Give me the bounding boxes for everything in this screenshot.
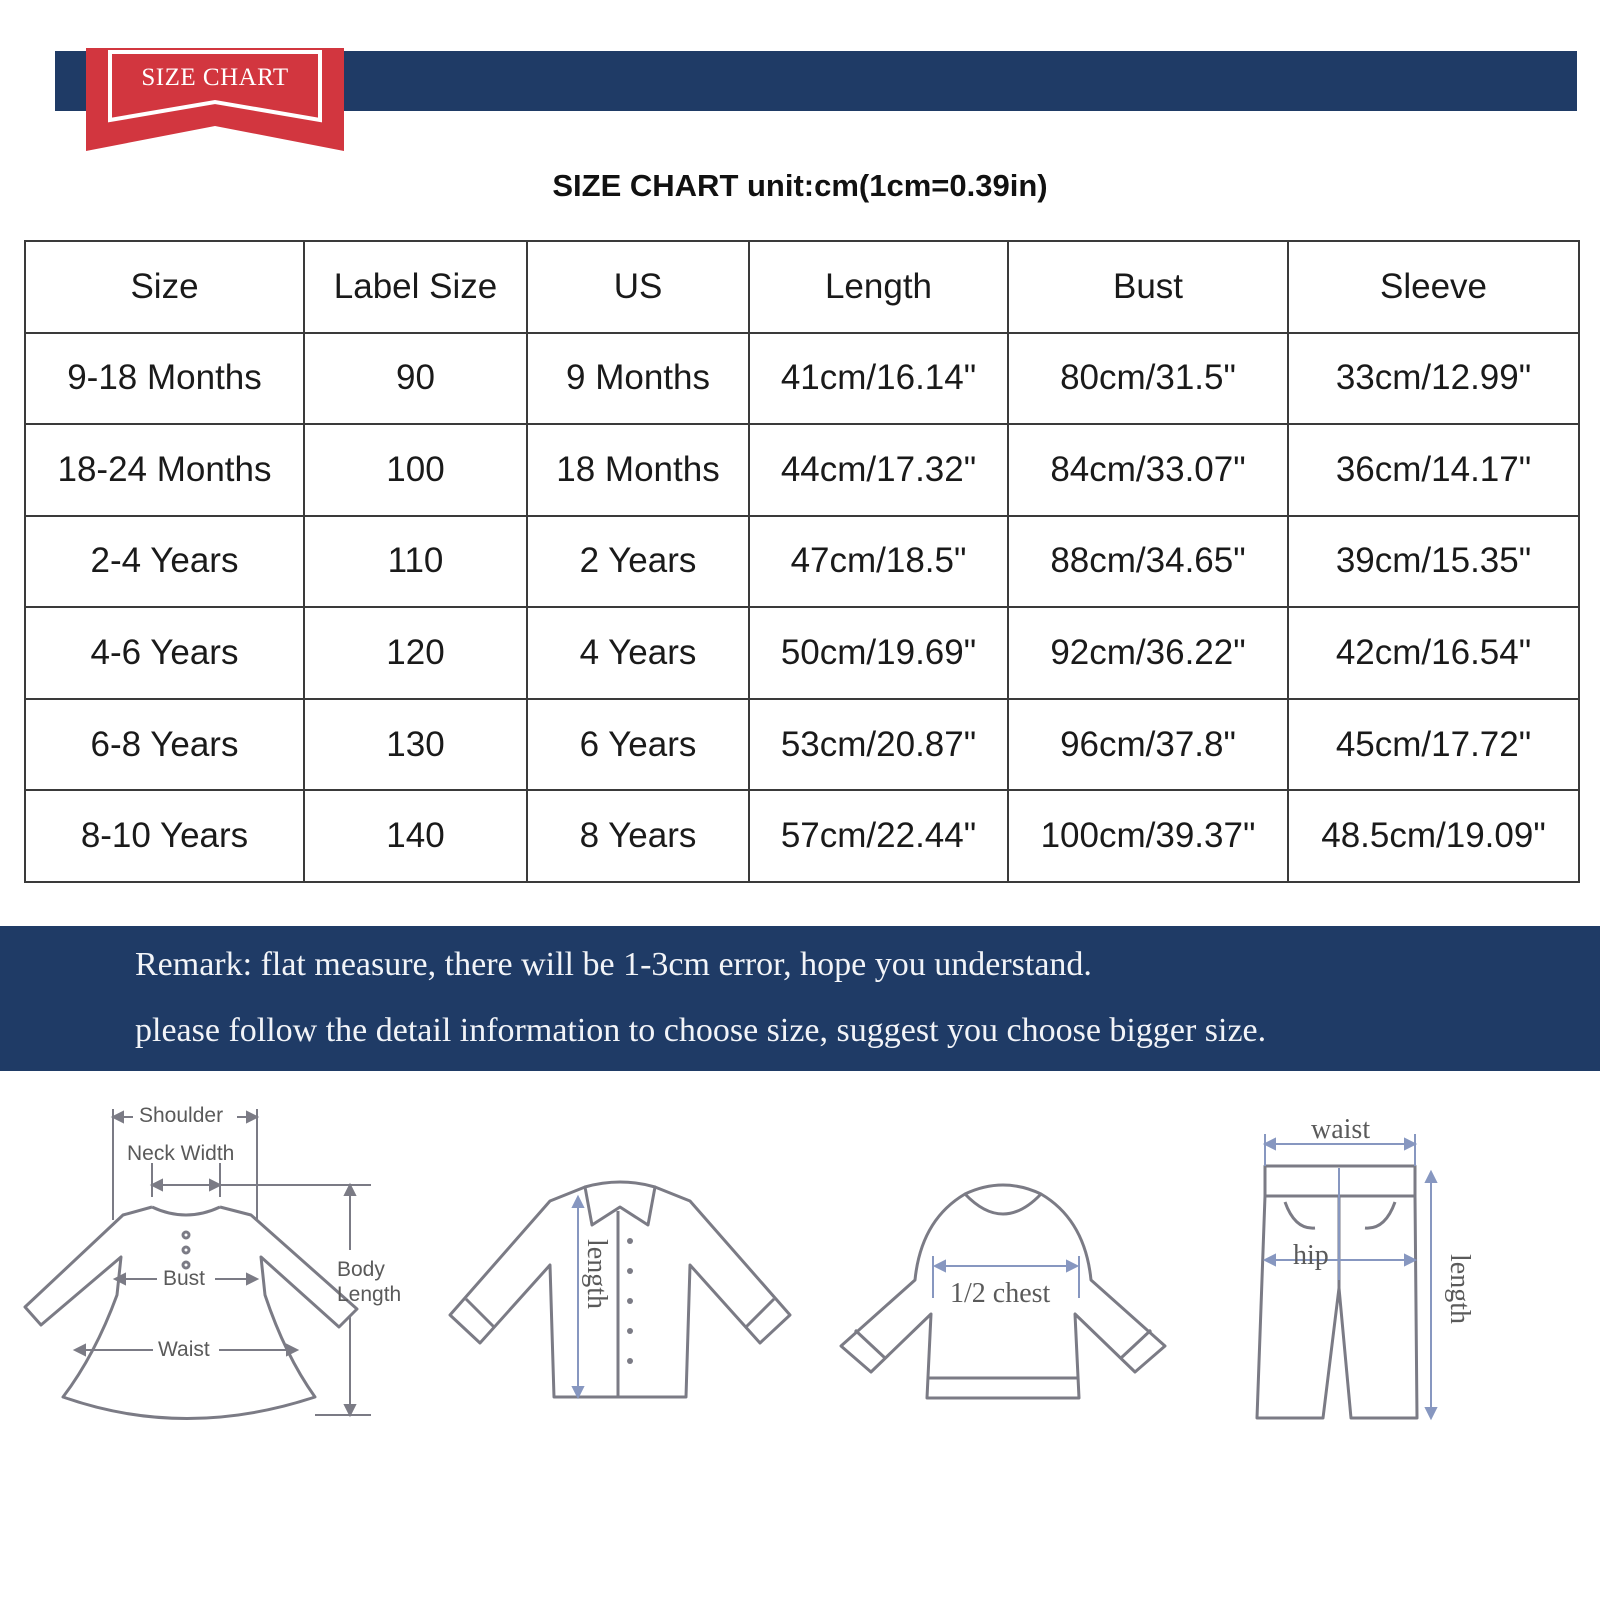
body-length-label: Body bbox=[337, 1258, 385, 1281]
cell-size: 2-4 Years bbox=[25, 516, 304, 608]
table-row bbox=[25, 607, 1579, 699]
body-length-label-line2: Length bbox=[337, 1283, 402, 1306]
cell-us: 9 Months bbox=[527, 333, 749, 425]
pants-length-label: length bbox=[1444, 1254, 1475, 1324]
cell-sleeve: 39cm/15.35" bbox=[1288, 516, 1579, 608]
remark-band bbox=[0, 926, 1600, 1071]
shoulder-label: Shoulder bbox=[139, 1104, 224, 1127]
chest-label: 1/2 chest bbox=[950, 1278, 1051, 1309]
size-chart-badge bbox=[86, 48, 344, 151]
cell-label-size: 110 bbox=[304, 516, 527, 608]
header-sleeve: Sleeve bbox=[1288, 241, 1579, 333]
cell-bust: 100cm/39.37" bbox=[1008, 790, 1288, 882]
cell-sleeve: 33cm/12.99" bbox=[1288, 333, 1579, 425]
cell-bust: 88cm/34.65" bbox=[1008, 516, 1288, 608]
cell-sleeve: 45cm/17.72" bbox=[1288, 699, 1579, 791]
header-us: US bbox=[527, 241, 749, 333]
cell-length: 57cm/22.44" bbox=[749, 790, 1008, 882]
shirt-outline-icon bbox=[450, 1175, 805, 1415]
waist-label: Waist bbox=[158, 1338, 210, 1361]
size-table bbox=[24, 240, 1580, 883]
shirt-length-label: length bbox=[581, 1239, 612, 1309]
cell-us: 18 Months bbox=[527, 424, 749, 516]
table-row bbox=[25, 424, 1579, 516]
cell-sleeve: 48.5cm/19.09" bbox=[1288, 790, 1579, 882]
cell-bust: 84cm/33.07" bbox=[1008, 424, 1288, 516]
cell-size: 18-24 Months bbox=[25, 424, 304, 516]
cell-bust: 92cm/36.22" bbox=[1008, 607, 1288, 699]
cell-label-size: 130 bbox=[304, 699, 527, 791]
cell-us: 2 Years bbox=[527, 516, 749, 608]
cell-size: 6-8 Years bbox=[25, 699, 304, 791]
remark-suggestion-text: please follow the detail information to choose size, suggest you choose bigger size. bbox=[135, 1012, 1267, 1049]
cell-label-size: 120 bbox=[304, 607, 527, 699]
cell-length: 53cm/20.87" bbox=[749, 699, 1008, 791]
cell-us: 4 Years bbox=[527, 607, 749, 699]
table-row bbox=[25, 333, 1579, 425]
cell-bust: 96cm/37.8" bbox=[1008, 699, 1288, 791]
cell-size: 4-6 Years bbox=[25, 607, 304, 699]
table-row bbox=[25, 516, 1579, 608]
table-header-row bbox=[25, 241, 1579, 333]
cell-length: 44cm/17.32" bbox=[749, 424, 1008, 516]
cell-length: 47cm/18.5" bbox=[749, 516, 1008, 608]
header-label-size: Label Size bbox=[304, 241, 527, 333]
remark-text: Remark: flat measure, there will be 1-3cm error, hope you understand. bbox=[135, 946, 1092, 983]
pants-diagram bbox=[1255, 1114, 1495, 1430]
cell-size: 9-18 Months bbox=[25, 333, 304, 425]
cell-label-size: 90 bbox=[304, 333, 527, 425]
header-bust: Bust bbox=[1008, 241, 1288, 333]
table-row bbox=[25, 790, 1579, 882]
cell-length: 50cm/19.69" bbox=[749, 607, 1008, 699]
cell-size: 8-10 Years bbox=[25, 790, 304, 882]
dress-diagram bbox=[15, 1095, 415, 1445]
cell-us: 8 Years bbox=[527, 790, 749, 882]
header-size: Size bbox=[25, 241, 304, 333]
pants-waist-label: waist bbox=[1311, 1114, 1371, 1145]
cell-sleeve: 42cm/16.54" bbox=[1288, 607, 1579, 699]
shirt-diagram bbox=[450, 1175, 805, 1415]
cell-us: 6 Years bbox=[527, 699, 749, 791]
bust-label: Bust bbox=[163, 1267, 206, 1290]
neck-width-label: Neck Width bbox=[127, 1142, 235, 1165]
badge-label: SIZE CHART bbox=[141, 64, 289, 91]
cell-bust: 80cm/31.5" bbox=[1008, 333, 1288, 425]
cell-label-size: 100 bbox=[304, 424, 527, 516]
hip-label: hip bbox=[1293, 1240, 1329, 1271]
chart-title: SIZE CHART unit:cm(1cm=0.39in) bbox=[552, 168, 1048, 203]
cell-label-size: 140 bbox=[304, 790, 527, 882]
header-length: Length bbox=[749, 241, 1008, 333]
sweater-diagram bbox=[835, 1180, 1190, 1420]
cell-sleeve: 36cm/14.17" bbox=[1288, 424, 1579, 516]
cell-length: 41cm/16.14" bbox=[749, 333, 1008, 425]
table-row bbox=[25, 699, 1579, 791]
